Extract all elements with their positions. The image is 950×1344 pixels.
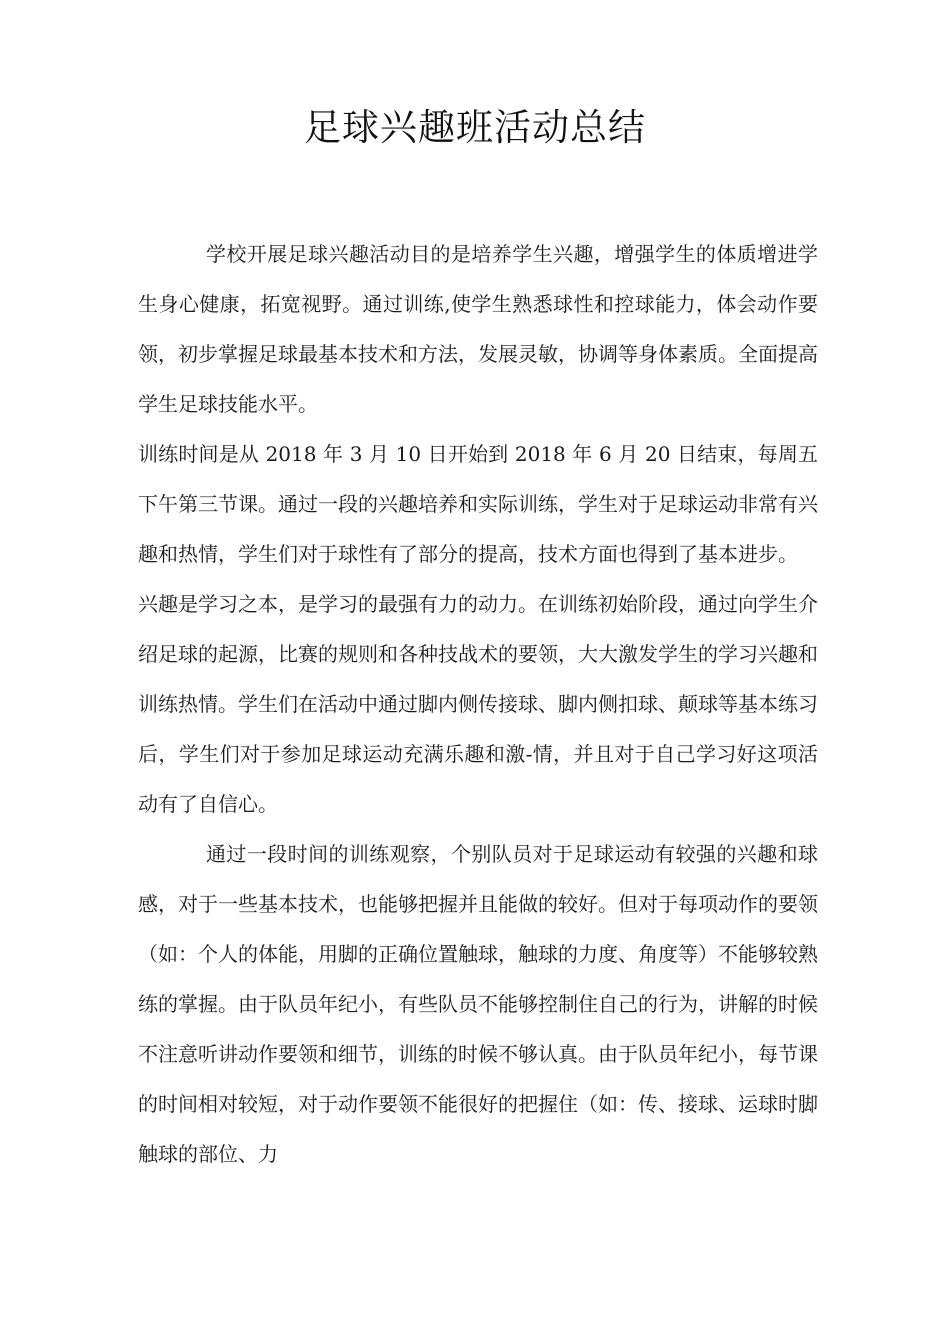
paragraph-3: 兴趣是学习之本，是学习的最强有力的动力。在训练初始阶段，通过向学生介绍足球的起源，比赛的规则和各种技战术的要领，大大激发学生的学习兴趣和训练热情。学生们在活动中通过脚内侧传接球、脚内侧扣球、颠球等基本练习后，学生们对于参加足球运动充满乐趣和激-情，并且对于自己学习好这项活动有了自信心。: [138, 592, 818, 816]
paragraph-2: 训练时间是从 2018 年 3 月 10 日开始到 2018 年 6 月 20 日结束，每周五下午第三节课。通过一段的兴趣培养和实际训练，学生对于足球运动非常有兴趣和热情，学生们对于球性有了部分的提高，技术方面也得到了基本进步。: [138, 442, 818, 566]
paragraph-4: 通过一段时间的训练观察，个别队员对于足球运动有较强的兴趣和球感，对于一些基本技术，也能够把握并且能做的较好。但对于每项动作的要领（如：个人的体能，用脚的正确位置触球，触球的力度、角度等）不能够较熟练的掌握。由于队员年纪小，有些队员不能够控制住自己的行为，讲解的时候不注意听讲动作要领和细节，训练的时候不够认真。由于队员年纪小，每节课的时间相对较短，对于动作要领不能很好的把握住（如：传、接球、运球时脚触球的部位、力: [138, 842, 818, 1166]
document-body: [138, 229, 818, 1179]
paragraph-1: 学校开展足球兴趣活动目的是培养学生兴趣，增强学生的体质增进学生身心健康，拓宽视野。通过训练,使学生熟悉球性和控球能力，体会动作要领，初步掌握足球最基本技术和方法，发展灵敏，协调等身体素质。全面提高学生足球技能水平。: [138, 242, 818, 416]
document-title: 足球兴趣班活动总结: [304, 106, 646, 149]
